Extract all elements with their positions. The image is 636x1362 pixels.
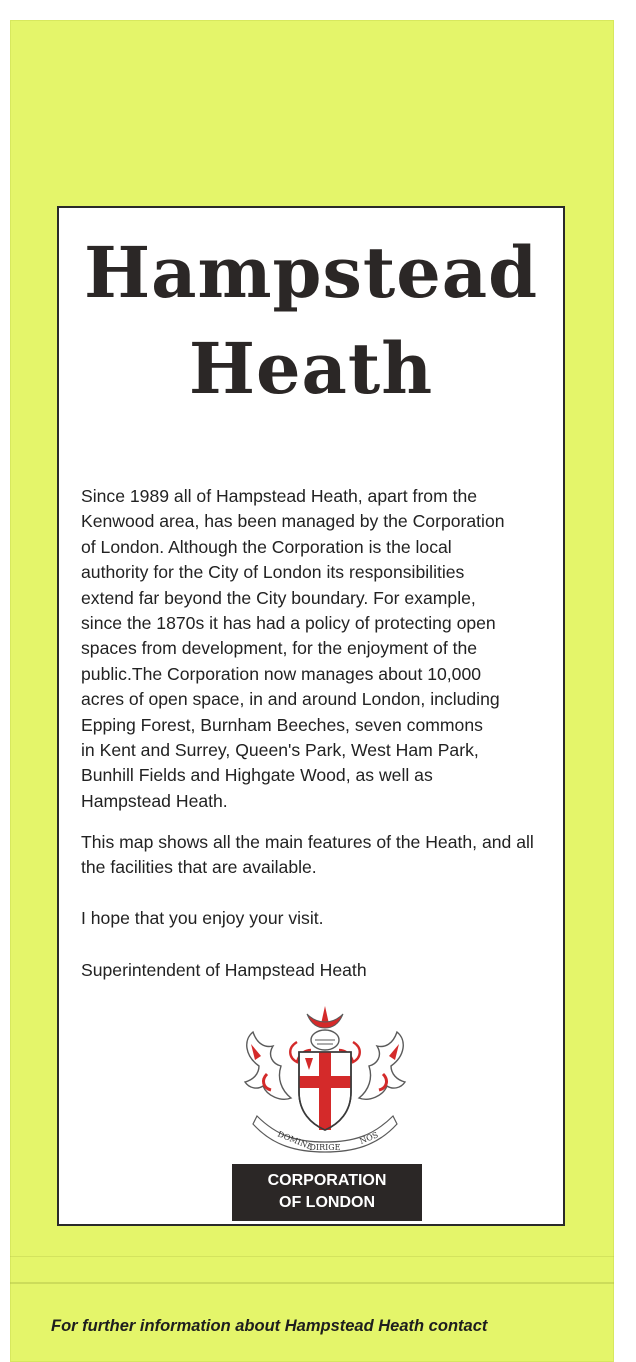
paragraph-line: extend far beyond the City boundary. For example, xyxy=(81,587,476,608)
intro-panel xyxy=(57,206,565,1226)
page-title-line-1: Hampstead xyxy=(83,231,539,314)
leaflet-cover xyxy=(10,20,614,1362)
paragraph-line: in Kent and Surrey, Queen's Park, West Ham Park, xyxy=(81,740,479,761)
corporation-label-line-2: OF LONDON xyxy=(279,1194,375,1211)
paragraph-line: Since 1989 all of Hampstead Heath, apart from the xyxy=(81,486,478,506)
signature: Superintendent of Hampstead Heath xyxy=(81,960,367,980)
corporation-label-line-1: CORPORATION xyxy=(267,1172,387,1189)
paragraph-line: spaces from development, for the enjoyment of the xyxy=(81,638,478,659)
motto-right: NOS xyxy=(358,1130,380,1146)
paragraph-line: Kenwood area, has been managed by the Corporation xyxy=(81,511,505,532)
corporation-of-london-label xyxy=(232,1164,422,1221)
fold-crease xyxy=(10,1282,614,1284)
paragraph-line: of London. Although the Corporation is the local xyxy=(81,536,452,557)
city-of-london-coat-of-arms-icon xyxy=(237,1004,413,1156)
intro-paragraph xyxy=(81,484,551,814)
paragraph-line: Bunhill Fields and Highgate Wood, as well as xyxy=(81,765,433,786)
paragraph-line: Hampstead Heath. xyxy=(81,790,228,811)
motto-center: DIRIGE xyxy=(309,1143,341,1152)
map-description-paragraph: This map shows all the main features of the Heath, and all the facilities that are available. xyxy=(81,832,534,878)
page-title-line-2: Heath xyxy=(188,327,434,410)
paragraph-line: authority for the City of London its responsibilities xyxy=(81,562,465,583)
paragraph-line: Epping Forest, Burnham Beeches, seven commons xyxy=(81,714,483,735)
greeting-paragraph: I hope that you enjoy your visit. xyxy=(81,908,324,928)
paragraph-line: public.The Corporation now manages about 10,000 xyxy=(81,663,482,684)
fold-crease xyxy=(10,1256,614,1257)
motto-left: DOMINE xyxy=(276,1129,315,1152)
paragraph-line: acres of open space, in and around London, including xyxy=(81,689,500,710)
contact-footer: For further information about Hampstead Heath contact xyxy=(51,1317,488,1335)
paragraph-line: since the 1870s it has had a policy of protecting open xyxy=(81,613,496,634)
